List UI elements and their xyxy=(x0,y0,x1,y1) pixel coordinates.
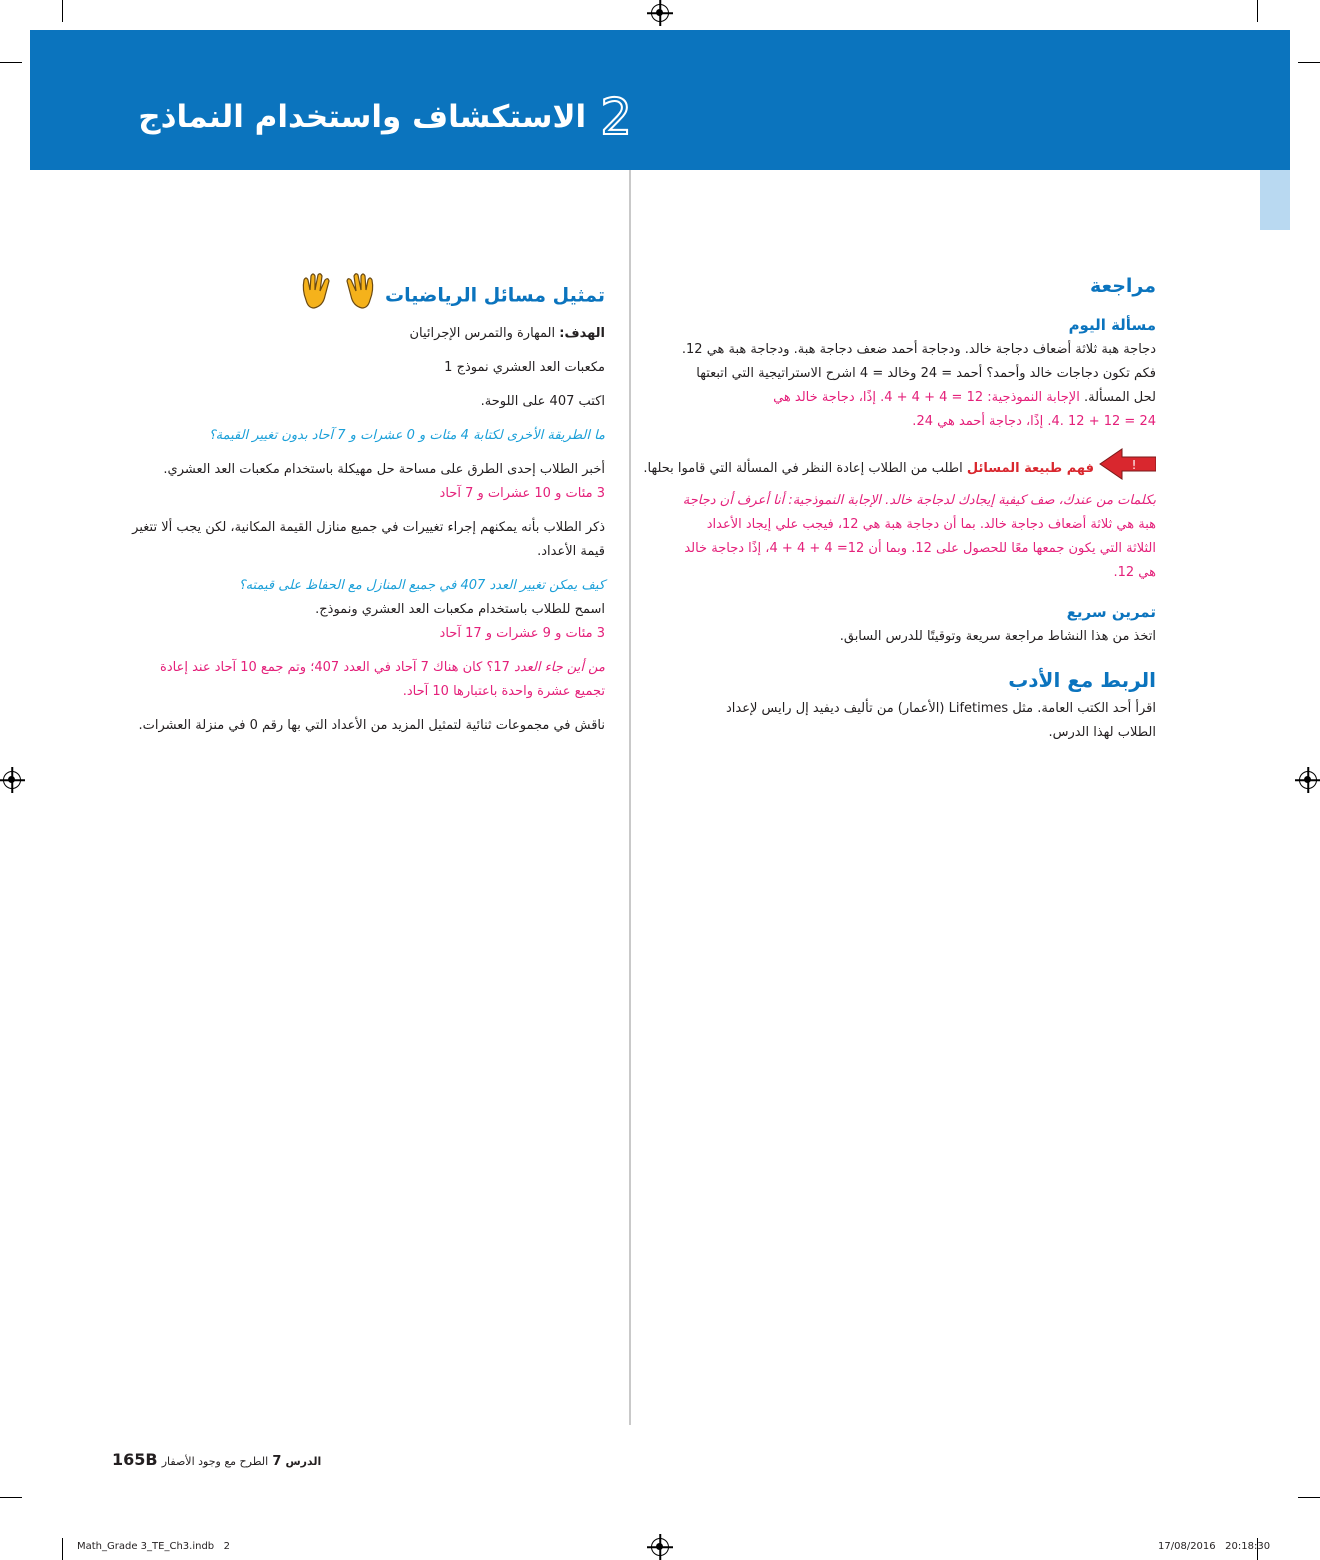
registration-mark-icon xyxy=(651,4,669,22)
activity-heading: تمثيل مسائل الرياضيات xyxy=(85,270,605,322)
answer-text: 3 مئات و 9 عشرات و 17 آحاد xyxy=(439,626,605,641)
answer-text: الإجابة النموذجية: 12 = 4 + 4 + 4. إذًا، دجاجة خالد هي xyxy=(773,390,1080,405)
hands-icon xyxy=(298,270,378,322)
date-slug: 17/08/2016 20:18:30 xyxy=(1158,1541,1271,1552)
note-text: قيمة الأعداد. xyxy=(537,544,605,559)
goal-label: الهدف: xyxy=(559,326,605,341)
problem-line: لحل المسألة. الإجابة النموذجية: 12 = 4 + 4 + 4. إذًا، دجاجة خالد هي xyxy=(773,390,1156,405)
problem-line: دجاجة هبة ثلاثة أضعاف دجاجة خالد. ودجاجة أحمد ضعف دجاجة هبة. ودجاجة هبة هي 12. xyxy=(681,342,1156,357)
instruction-text: اسمح للطلاب باستخدام مكعبات العد العشري ونموذج. xyxy=(315,602,605,617)
lesson-number: 7 xyxy=(272,1454,282,1469)
misconception-label: فهم طبيعة المسائل xyxy=(966,461,1094,476)
lesson-label: الدرس xyxy=(285,1455,322,1468)
question-text: ما الطريقة الأخرى لكتابة 4 مئات و 0 عشرات و 7 آحاد بدون تغيير القيمة؟ xyxy=(208,428,605,443)
note-block xyxy=(85,516,605,564)
alert-arrow-icon xyxy=(1098,448,1156,489)
column-divider xyxy=(629,170,631,1425)
instruction-block xyxy=(85,458,605,506)
chapter-number: 2 xyxy=(600,88,632,146)
registration-mark-icon xyxy=(1299,771,1317,789)
literature-text: اقرأ أحد الكتب العامة. مثل Lifetimes (الأعمار) من تأليف ديفيد إل رايس لإعداد xyxy=(725,701,1156,716)
instruction-text: أخبر الطلاب إحدى الطرق على مساحة حل مهيكلة باستخدام مكعبات العد العشري. xyxy=(163,462,605,477)
literature-heading: الربط مع الأدب xyxy=(1008,668,1156,692)
lesson-title: الطرح مع وجود الأصفار xyxy=(161,1455,269,1468)
answer-text: 24 = 12 + 12 .4. إذًا، دجاجة أحمد هي 24. xyxy=(912,414,1156,429)
question-text: كيف يمكن تغيير العدد 407 في جميع المنازل مع الحفاظ على قيمته؟ xyxy=(238,578,605,593)
misconception-line: بكلمات من عندك، صف كيفية إيجادك لدجاجة خالد. الإجابة النموذجية: أنا أعرف أن دجاجة xyxy=(682,493,1156,508)
misconception-line: الثلاثة التي يكون جمعها معًا للحصول على 12. وبما أن 12= 4 + 4 + 4، إذًا دجاجة خالد xyxy=(684,541,1156,556)
crop-mark xyxy=(1298,62,1320,63)
answer-text: تجميع عشرة واحدة باعتبارها 10 آحاد. xyxy=(402,684,605,699)
svg-text:!: ! xyxy=(1131,458,1137,472)
crop-mark xyxy=(0,62,22,63)
question-text: من أين جاء العدد 17؟ كان هناك 7 آحاد في العدد 407؛ وتم جمع 10 آحاد عند إعادة xyxy=(160,660,605,675)
file-slug: Math_Grade 3_TE_Ch3.indb 2 xyxy=(77,1541,231,1552)
note-text: ذكر الطلاب بأنه يمكنهم إجراء تغييرات في جميع منازل القيمة المكانية، لكن يجب ألا تتغير xyxy=(132,520,605,535)
page-number: 165B xyxy=(112,1450,158,1469)
crop-mark xyxy=(0,1497,22,1498)
registration-mark-icon xyxy=(3,771,21,789)
answer-text: 3 مئات و 10 عشرات و 7 آحاد xyxy=(439,486,605,501)
side-tab xyxy=(1260,170,1290,230)
goal-line: الهدف: المهارة والتمرس الإجرائيان xyxy=(409,326,605,341)
problem-text xyxy=(636,338,1156,434)
right-column xyxy=(636,270,1156,745)
materials-line: مكعبات العد العشري نموذج 1 xyxy=(444,360,605,375)
chapter-title xyxy=(138,88,632,146)
misconception-line: هبة هي ثلاثة أضعاف دجاجة خالد. بما أن دجاجة هبة هي 12، فيجب علي إيجاد الأعداد xyxy=(706,517,1156,532)
question-block xyxy=(85,656,605,704)
misconception-line: هي 12. xyxy=(1113,565,1156,580)
misconception-line: ! فهم طبيعة المسائل اطلب من الطلاب إعادة النظر في المسألة التي قاموا بحلها. xyxy=(636,448,1156,489)
literature-text: الطلاب لهذا الدرس. xyxy=(1048,725,1156,740)
quick-drill-text: اتخذ من هذا النشاط مراجعة سريعة وتوقيتًا للدرس السابق. xyxy=(839,629,1156,644)
crop-mark xyxy=(62,1538,63,1560)
display-line: اكتب 407 على اللوحة. xyxy=(480,394,605,409)
registration-mark-icon xyxy=(651,1538,669,1556)
problem-of-day-heading: مسألة اليوم xyxy=(1068,316,1156,334)
closing-text: ناقش في مجموعات ثنائية لتمثيل المزيد من الأعداد التي بها رقم 0 في منزلة العشرات. xyxy=(138,718,605,733)
problem-line: فكم تكون دجاجات خالد وأحمد؟ أحمد = 24 وخالد = 4 اشرح الاستراتيجية التي اتبعتها xyxy=(696,366,1156,381)
review-heading: مراجعة xyxy=(1089,275,1156,297)
crop-mark xyxy=(1257,0,1258,22)
crop-mark xyxy=(62,0,63,22)
question-block xyxy=(85,574,605,646)
crop-mark xyxy=(1298,1497,1320,1498)
quick-drill-heading: تمرين سريع xyxy=(1066,603,1156,621)
chapter-title-text: الاستكشاف واستخدام النماذج xyxy=(138,99,587,135)
left-column xyxy=(85,270,605,738)
page-footer xyxy=(104,1450,321,1469)
misconception-block xyxy=(636,448,1156,585)
